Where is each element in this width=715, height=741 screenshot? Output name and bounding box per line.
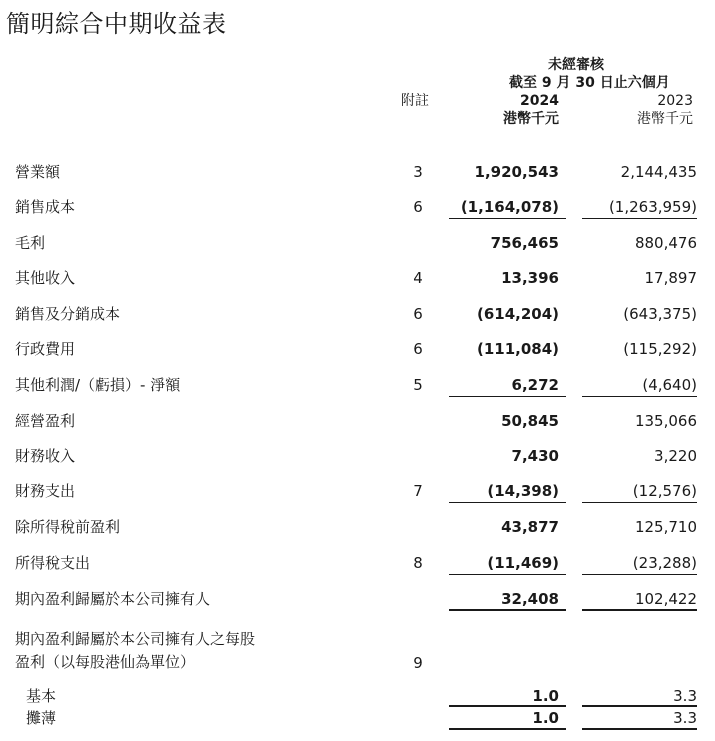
row-2023-selling-costs: (643,375) bbox=[623, 305, 697, 323]
double-underline-2023-eps-basic bbox=[582, 705, 697, 707]
row-2023-turnover: 2,144,435 bbox=[620, 163, 697, 181]
row-label-admin-expenses: 行政費用 bbox=[15, 340, 76, 358]
row-2024-profit-before-tax: 43,877 bbox=[501, 518, 559, 536]
underline-2024-income-tax bbox=[449, 574, 566, 575]
eps-diluted-label: 攤薄 bbox=[26, 709, 57, 727]
row-note-other-income: 4 bbox=[413, 269, 423, 287]
row-label-turnover: 營業額 bbox=[15, 163, 61, 181]
row-2023-finance-costs: (12,576) bbox=[632, 482, 697, 500]
underline-2024-finance-costs bbox=[449, 502, 566, 503]
row-label-gross-profit: 毛利 bbox=[15, 234, 46, 252]
row-2024-profit-attributable: 32,408 bbox=[501, 590, 559, 608]
unaudited-header: 未經審核 bbox=[548, 57, 604, 73]
eps-basic-label: 基本 bbox=[26, 687, 57, 705]
note-column-header: 附註 bbox=[401, 93, 429, 109]
double-underline-2024-eps-diluted bbox=[449, 728, 566, 730]
row-2023-other-income: 17,897 bbox=[644, 269, 697, 287]
row-label-finance-costs: 財務支出 bbox=[15, 482, 76, 500]
year-2023-header: 2023 bbox=[657, 93, 693, 109]
row-2024-other-gains: 6,272 bbox=[511, 376, 559, 394]
row-label-profit-attributable: 期內盈利歸屬於本公司擁有人 bbox=[15, 590, 211, 608]
row-label-cost-of-sales: 銷售成本 bbox=[15, 198, 76, 216]
period-header: 截至 9 月 30 日止六個月 bbox=[509, 75, 670, 91]
eps-diluted-2024: 1.0 bbox=[532, 709, 559, 727]
row-label-finance-income: 財務收入 bbox=[15, 447, 76, 465]
eps-basic-2024: 1.0 bbox=[532, 687, 559, 705]
row-2024-income-tax: (11,469) bbox=[487, 554, 559, 572]
row-note-other-gains: 5 bbox=[413, 376, 423, 394]
row-label-operating-profit: 經營盈利 bbox=[15, 412, 76, 430]
underline-2023-finance-costs bbox=[582, 502, 697, 503]
row-2024-other-income: 13,396 bbox=[501, 269, 559, 287]
underline-2023-income-tax bbox=[582, 574, 697, 575]
row-2024-cost-of-sales: (1,164,078) bbox=[460, 198, 559, 216]
eps-basic-2023: 3.3 bbox=[673, 687, 697, 705]
row-label-income-tax: 所得稅支出 bbox=[15, 554, 91, 572]
row-note-turnover: 3 bbox=[413, 163, 423, 181]
unit-2023-header: 港幣千元 bbox=[637, 111, 693, 127]
row-note-income-tax: 8 bbox=[413, 554, 423, 572]
row-2023-income-tax: (23,288) bbox=[632, 554, 697, 572]
row-note-cost-of-sales: 6 bbox=[413, 198, 423, 216]
double-underline-2023-eps-diluted bbox=[582, 728, 697, 730]
row-note-admin-expenses: 6 bbox=[413, 340, 423, 358]
row-2023-gross-profit: 880,476 bbox=[634, 234, 697, 252]
row-2023-profit-before-tax: 125,710 bbox=[634, 518, 697, 536]
row-2024-gross-profit: 756,465 bbox=[490, 234, 559, 252]
row-2023-cost-of-sales: (1,263,959) bbox=[608, 198, 697, 216]
row-2023-finance-income: 3,220 bbox=[654, 447, 697, 465]
page-title: 簡明綜合中期收益表 bbox=[6, 10, 227, 38]
underline-2024-other-gains bbox=[449, 396, 566, 397]
row-2024-selling-costs: (614,204) bbox=[476, 305, 559, 323]
row-2024-finance-costs: (14,398) bbox=[487, 482, 559, 500]
row-2023-operating-profit: 135,066 bbox=[634, 412, 697, 430]
row-note-finance-costs: 7 bbox=[413, 482, 423, 500]
row-2023-admin-expenses: (115,292) bbox=[623, 340, 697, 358]
row-2024-admin-expenses: (111,084) bbox=[476, 340, 559, 358]
eps-note: 9 bbox=[413, 654, 423, 672]
row-note-selling-costs: 6 bbox=[413, 305, 423, 323]
row-2024-turnover: 1,920,543 bbox=[474, 163, 559, 181]
row-2024-operating-profit: 50,845 bbox=[501, 412, 559, 430]
eps-label-line2: 盈利（以每股港仙為單位） bbox=[15, 653, 196, 671]
row-label-other-income: 其他收入 bbox=[15, 269, 76, 287]
eps-diluted-2023: 3.3 bbox=[673, 709, 697, 727]
row-2024-finance-income: 7,430 bbox=[511, 447, 559, 465]
row-2023-other-gains: (4,640) bbox=[642, 376, 697, 394]
underline-2023-cost-of-sales bbox=[582, 218, 697, 219]
double-underline-2023-profit-attributable bbox=[582, 609, 697, 611]
row-2023-profit-attributable: 102,422 bbox=[634, 590, 697, 608]
row-label-other-gains: 其他利潤/（虧損）- 淨額 bbox=[15, 376, 181, 394]
row-label-profit-before-tax: 除所得稅前盈利 bbox=[15, 518, 121, 536]
underline-2023-other-gains bbox=[582, 396, 697, 397]
year-2024-header: 2024 bbox=[520, 93, 559, 109]
unit-2024-header: 港幣千元 bbox=[503, 111, 559, 127]
underline-2024-cost-of-sales bbox=[449, 218, 566, 219]
double-underline-2024-eps-basic bbox=[449, 705, 566, 707]
double-underline-2024-profit-attributable bbox=[449, 609, 566, 611]
row-label-selling-costs: 銷售及分銷成本 bbox=[15, 305, 121, 323]
eps-label-line1: 期內盈利歸屬於本公司擁有人之每股 bbox=[15, 630, 256, 648]
